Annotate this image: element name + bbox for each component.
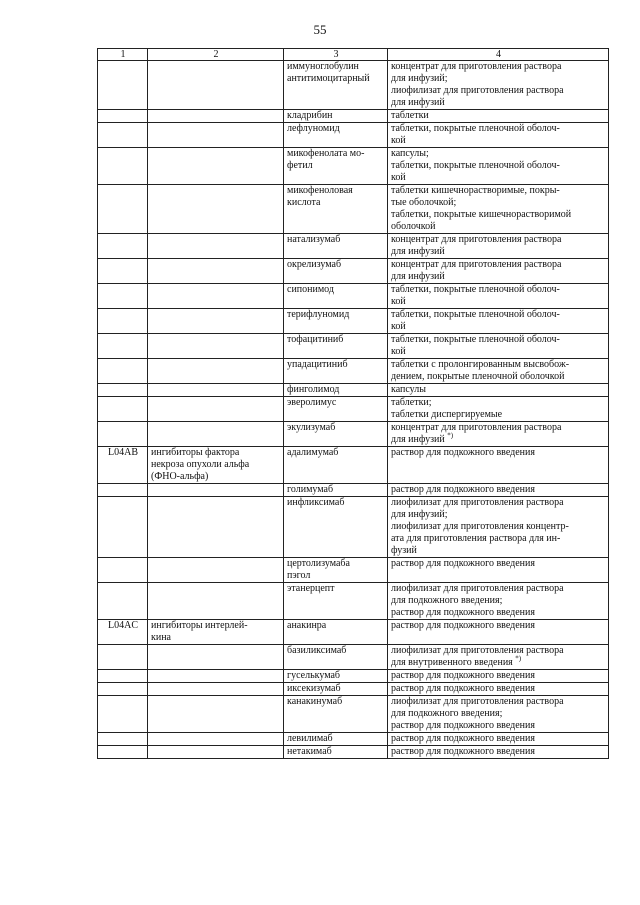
drug-name-cell (284, 384, 388, 397)
drug-name-line: эверолимус (287, 397, 337, 408)
dosage-form-line: капсулы; (391, 148, 429, 159)
dosage-form-line: кой (391, 346, 406, 357)
group-name-cell (148, 110, 284, 123)
group-name-line: (ФНО-альфа) (151, 471, 209, 482)
dosage-form-line: для инфузий (391, 97, 445, 108)
dosage-form-line: кой (391, 296, 406, 307)
drug-name-line: фетил (287, 160, 313, 171)
drug-name-cell (284, 334, 388, 359)
table-body (98, 61, 609, 759)
dosage-form-line: таблетки, покрытые пленочной оболоч- (391, 123, 560, 134)
group-name-cell (148, 234, 284, 259)
dosage-form-line: раствор для подкожного введения (391, 620, 535, 631)
drug-name-line: тофацитиниб (287, 334, 344, 345)
group-name-cell (148, 670, 284, 683)
dosage-form-cell (388, 696, 609, 733)
table-row (98, 583, 609, 620)
dosage-form-cell (388, 61, 609, 110)
table-row (98, 484, 609, 497)
drug-name-cell (284, 234, 388, 259)
dosage-form-line: таблетки (391, 110, 429, 121)
dosage-form-line: раствор для подкожного введения (391, 484, 535, 495)
dosage-form-line: тые оболочкой; (391, 197, 457, 208)
dosage-form-line: концентрат для приготовления раствора (391, 61, 562, 72)
dosage-form-line: таблетки кишечнорастворимые, покры- (391, 185, 560, 196)
dosage-form-line: таблетки диспергируемые (391, 409, 503, 420)
dosage-form-line: для инфузий; (391, 73, 448, 84)
drug-name-line: нетакимаб (287, 746, 332, 757)
group-name-cell (148, 309, 284, 334)
group-name-cell (148, 746, 284, 759)
atc-code-cell (98, 384, 148, 397)
table-row (98, 746, 609, 759)
dosage-form-line: для инфузий (391, 271, 445, 282)
table-row (98, 683, 609, 696)
group-name-cell (148, 484, 284, 497)
drug-name-line: канакинумаб (287, 696, 343, 707)
header-row (98, 49, 609, 61)
table-row (98, 497, 609, 558)
atc-code-cell (98, 733, 148, 746)
dosage-form-line: концентрат для приготовления раствора (391, 422, 562, 433)
table-row (98, 61, 609, 110)
drug-name-line: финголимод (287, 384, 340, 395)
dosage-form-cell (388, 484, 609, 497)
header-col-2: 2 (148, 49, 284, 61)
drug-name-line: экулизумаб (287, 422, 336, 433)
atc-code-cell (98, 334, 148, 359)
dosage-form-cell (388, 234, 609, 259)
atc-code-cell (98, 645, 148, 670)
dosage-form-line: раствор для подкожного введения (391, 720, 535, 731)
drug-name-line: базиликсимаб (287, 645, 347, 656)
group-name-cell (148, 185, 284, 234)
drug-name-line: иммуноглобулин (287, 61, 359, 72)
drug-name-cell (284, 484, 388, 497)
drug-name-cell (284, 259, 388, 284)
dosage-form-cell (388, 746, 609, 759)
header-col-1: 1 (98, 49, 148, 61)
drug-name-line: антитимоцитарный (287, 73, 370, 84)
dosage-form-line: лиофилизат для приготовления раствора (391, 497, 564, 508)
dosage-form-cell (388, 334, 609, 359)
table-row (98, 185, 609, 234)
group-name-cell (148, 683, 284, 696)
dosage-form-line: таблетки с пролонгированным высвобож- (391, 359, 570, 370)
drug-name-line: гуселькумаб (287, 670, 341, 681)
atc-code-cell (98, 422, 148, 447)
dosage-form-cell (388, 284, 609, 309)
group-name-cell (148, 148, 284, 185)
dosage-form-line: дением, покрытые пленочной оболочкой (391, 371, 565, 382)
dosage-form-line: лиофилизат для приготовления раствора (391, 85, 564, 96)
dosage-form-line: для инфузий (391, 246, 445, 257)
footnote-mark: *) (515, 654, 522, 663)
group-name-cell (148, 558, 284, 583)
dosage-form-line: лиофилизат для приготовления раствора (391, 696, 564, 707)
drug-name-line: микофенолата мо- (287, 148, 365, 159)
dosage-form-line: раствор для подкожного введения (391, 683, 535, 694)
atc-code-cell (98, 110, 148, 123)
atc-code-cell (98, 397, 148, 422)
atc-code-cell (98, 359, 148, 384)
dosage-form-line: лиофилизат для приготовления раствора (391, 645, 564, 656)
table-row (98, 110, 609, 123)
header-col-3: 3 (284, 49, 388, 61)
atc-code-cell (98, 670, 148, 683)
group-name-cell (148, 284, 284, 309)
atc-code-cell (98, 148, 148, 185)
dosage-form-cell (388, 583, 609, 620)
group-name-line: ингибиторы интерлей- (151, 620, 248, 631)
dosage-form-line: раствор для подкожного введения (391, 607, 535, 618)
drug-table (97, 48, 609, 759)
dosage-form-line: лиофилизат для приготовления концентр- (391, 521, 569, 532)
dosage-form-line: таблетки, покрытые пленочной оболоч- (391, 309, 560, 320)
drug-name-cell (284, 309, 388, 334)
dosage-form-line: концентрат для приготовления раствора (391, 259, 562, 270)
dosage-form-line: таблетки, покрытые пленочной оболоч- (391, 334, 560, 345)
header-col-4: 4 (388, 49, 609, 61)
drug-name-cell (284, 284, 388, 309)
table-row (98, 422, 609, 447)
atc-code-cell (98, 123, 148, 148)
drug-name-cell (284, 620, 388, 645)
drug-name-line: адалимумаб (287, 447, 339, 458)
table-row (98, 384, 609, 397)
dosage-form-line: раствор для подкожного введения (391, 447, 535, 458)
table-row (98, 123, 609, 148)
drug-name-cell (284, 670, 388, 683)
table-row (98, 309, 609, 334)
atc-code-cell (98, 497, 148, 558)
table-row (98, 234, 609, 259)
drug-name-line: упадацитиниб (287, 359, 348, 370)
dosage-form-line: кой (391, 321, 406, 332)
group-name-cell (148, 583, 284, 620)
atc-code-cell (98, 583, 148, 620)
table-row (98, 558, 609, 583)
drug-name-line: терифлуномид (287, 309, 350, 320)
dosage-form-line: раствор для подкожного введения (391, 746, 535, 757)
dosage-form-line: таблетки; (391, 397, 432, 408)
dosage-form-cell (388, 384, 609, 397)
dosage-form-line: кой (391, 135, 406, 146)
table-row (98, 447, 609, 484)
drug-name-line: сипонимод (287, 284, 334, 295)
group-name-cell (148, 422, 284, 447)
atc-code-cell (98, 696, 148, 733)
table-row (98, 259, 609, 284)
atc-code-cell: L04AC (98, 620, 148, 645)
page-number: 55 (313, 22, 327, 37)
dosage-form-cell (388, 422, 609, 447)
atc-code-cell (98, 484, 148, 497)
dosage-form-line: таблетки, покрытые кишечнорастворимой (391, 209, 572, 220)
dosage-form-line: фузий (391, 545, 417, 556)
dosage-form-cell (388, 397, 609, 422)
group-name-line: некроза опухоли альфа (151, 459, 250, 470)
drug-name-line: голимумаб (287, 484, 334, 495)
dosage-form-line: ата для приготовления раствора для ин- (391, 533, 561, 544)
atc-code-cell (98, 284, 148, 309)
drug-name-cell (284, 110, 388, 123)
dosage-form-cell (388, 558, 609, 583)
drug-name-line: анакинра (287, 620, 327, 631)
table-row (98, 733, 609, 746)
table-row (98, 696, 609, 733)
group-name-line: кина (151, 632, 171, 643)
drug-name-cell (284, 733, 388, 746)
drug-name-line: натализумаб (287, 234, 341, 245)
table-row (98, 670, 609, 683)
table-row (98, 397, 609, 422)
drug-name-line: лефлуномид (287, 123, 340, 134)
group-name-cell (148, 696, 284, 733)
dosage-form-cell (388, 110, 609, 123)
dosage-form-line: для внутривенного введения *) (391, 654, 522, 668)
atc-code-cell (98, 185, 148, 234)
group-name-cell (148, 384, 284, 397)
drug-name-cell (284, 397, 388, 422)
drug-name-line: иксекизумаб (287, 683, 341, 694)
drug-name-line: пэгол (287, 570, 311, 581)
group-name-cell (148, 123, 284, 148)
dosage-form-line: таблетки, покрытые пленочной оболоч- (391, 160, 560, 171)
dosage-form-line: для инфузий *) (391, 431, 454, 445)
drug-name-cell (284, 497, 388, 558)
table-row (98, 284, 609, 309)
dosage-form-line: раствор для подкожного введения (391, 558, 535, 569)
drug-name-cell (284, 123, 388, 148)
dosage-form-cell (388, 645, 609, 670)
dosage-form-cell (388, 497, 609, 558)
atc-code-cell (98, 558, 148, 583)
drug-name-cell (284, 61, 388, 110)
dosage-form-line: концентрат для приготовления раствора (391, 234, 562, 245)
dosage-form-line: раствор для подкожного введения (391, 733, 535, 744)
group-name-cell (148, 334, 284, 359)
table-row (98, 645, 609, 670)
table-row (98, 359, 609, 384)
dosage-form-cell (388, 123, 609, 148)
drug-name-line: левилимаб (287, 733, 333, 744)
dosage-form-line: для подкожного введения; (391, 595, 503, 606)
drug-name-line: микофеноловая (287, 185, 353, 196)
dosage-form-line: оболочкой (391, 221, 436, 232)
table-row (98, 148, 609, 185)
drug-name-cell (284, 422, 388, 447)
drug-name-cell (284, 185, 388, 234)
dosage-form-cell (388, 683, 609, 696)
footnote-mark: *) (447, 431, 454, 440)
dosage-form-line: лиофилизат для приготовления раствора (391, 583, 564, 594)
atc-code-cell (98, 259, 148, 284)
dosage-form-cell (388, 733, 609, 746)
atc-code-cell (98, 746, 148, 759)
dosage-form-line: кой (391, 172, 406, 183)
drug-name-line: цертолизумаба (287, 558, 350, 569)
dosage-form-cell (388, 309, 609, 334)
atc-code-cell (98, 309, 148, 334)
drug-name-cell (284, 148, 388, 185)
dosage-form-line: капсулы (391, 384, 426, 395)
atc-code-cell (98, 234, 148, 259)
drug-name-cell (284, 746, 388, 759)
dosage-form-line: раствор для подкожного введения (391, 670, 535, 681)
dosage-form-cell (388, 670, 609, 683)
drug-name-cell (284, 696, 388, 733)
drug-name-cell (284, 583, 388, 620)
group-name-cell (148, 733, 284, 746)
drug-name-line: этанерцепт (287, 583, 335, 594)
dosage-form-cell (388, 359, 609, 384)
drug-name-line: инфликсимаб (287, 497, 345, 508)
group-name-cell (148, 620, 284, 645)
drug-name-line: кислота (287, 197, 321, 208)
dosage-form-cell (388, 620, 609, 645)
dosage-form-cell (388, 447, 609, 484)
dosage-form-line: таблетки, покрытые пленочной оболоч- (391, 284, 560, 295)
group-name-cell (148, 359, 284, 384)
group-name-line: ингибиторы фактора (151, 447, 240, 458)
dosage-form-line: для подкожного введения; (391, 708, 503, 719)
group-name-cell (148, 645, 284, 670)
table-row (98, 334, 609, 359)
dosage-form-line: для инфузий; (391, 509, 448, 520)
atc-code-cell (98, 683, 148, 696)
drug-name-line: кладрибин (287, 110, 333, 121)
atc-code-cell (98, 61, 148, 110)
drug-name-cell (284, 558, 388, 583)
drug-name-cell (284, 359, 388, 384)
group-name-cell (148, 447, 284, 484)
drug-name-cell (284, 447, 388, 484)
table-row (98, 620, 609, 645)
drug-name-line: окрелизумаб (287, 259, 342, 270)
group-name-cell (148, 397, 284, 422)
dosage-form-cell (388, 148, 609, 185)
group-name-cell (148, 259, 284, 284)
drug-name-cell (284, 683, 388, 696)
dosage-form-cell (388, 185, 609, 234)
atc-code-cell: L04AB (98, 447, 148, 484)
group-name-cell (148, 61, 284, 110)
group-name-cell (148, 497, 284, 558)
dosage-form-cell (388, 259, 609, 284)
drug-name-cell (284, 645, 388, 670)
